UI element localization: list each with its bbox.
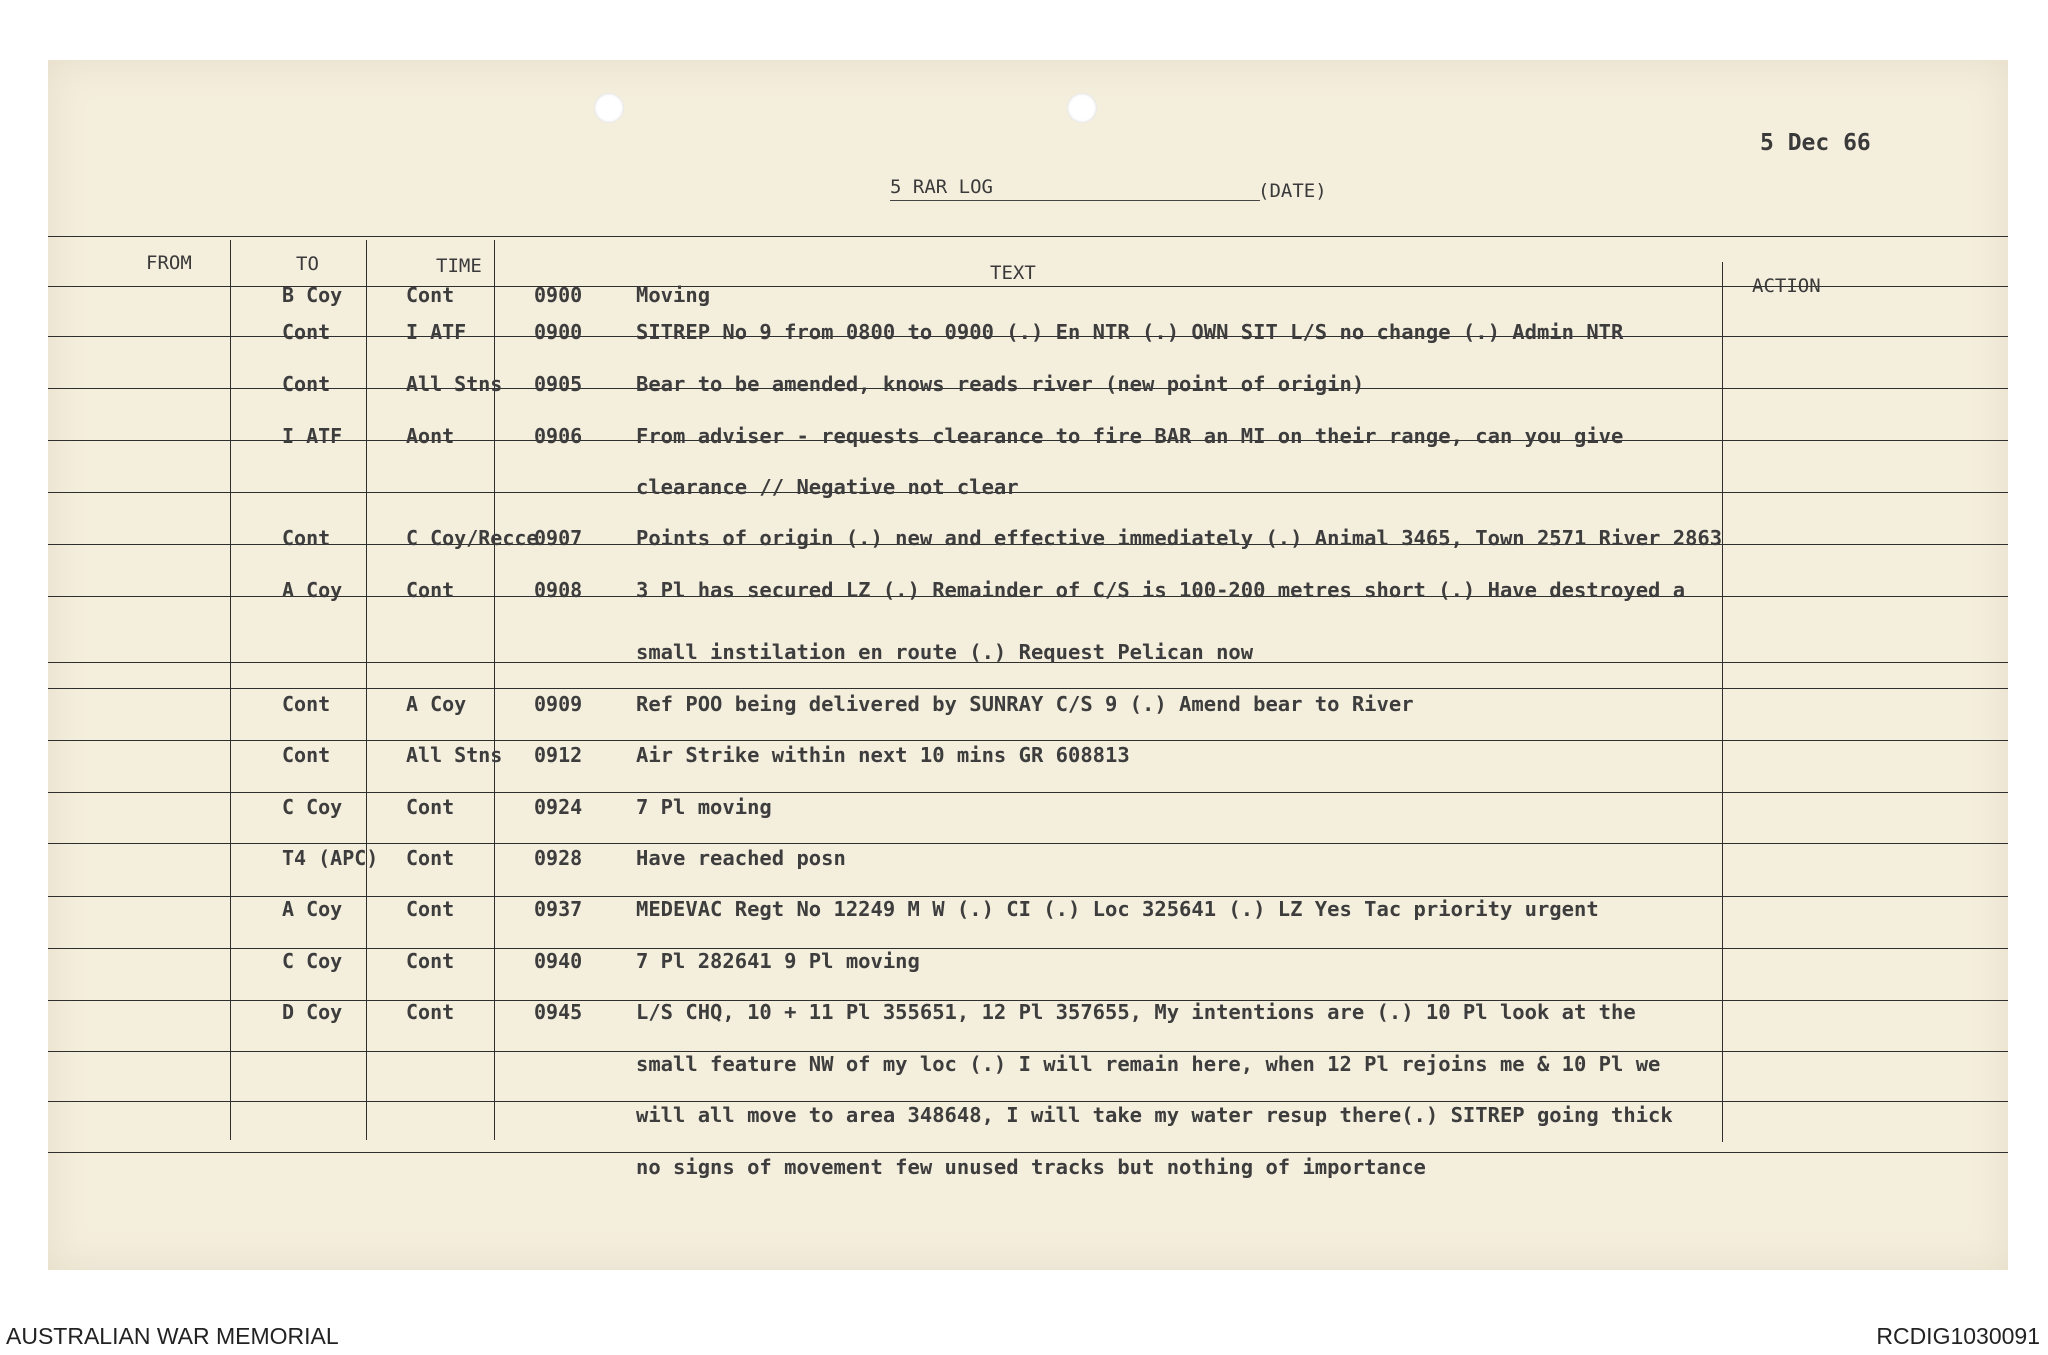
column-separator [366, 240, 367, 1140]
entry-to: All Stns [406, 743, 503, 767]
entry-to: Cont [406, 578, 455, 602]
ruled-line [48, 1152, 2008, 1153]
log-title-block [890, 176, 1330, 206]
entry-time: 0928 [534, 846, 583, 870]
entry-to: Aont [406, 424, 455, 448]
entry-from: Cont [282, 526, 331, 550]
ruled-line [48, 740, 2008, 741]
entry-text: 7 Pl 282641 9 Pl moving [636, 949, 920, 973]
entry-text: small feature NW of my loc (.) I will remain here, when 12 Pl rejoins me & 10 Pl we [636, 1052, 1661, 1076]
entry-time: 0907 [534, 526, 583, 550]
ruled-line [48, 843, 2008, 844]
entry-to: All Stns [406, 372, 503, 396]
entry-time: 0900 [534, 283, 583, 307]
entry-text: clearance // Negative not clear [636, 475, 1019, 499]
entry-to: Cont [406, 949, 455, 973]
entry-from: Cont [282, 320, 331, 344]
entry-to: I ATF [406, 320, 467, 344]
entry-text: will all move to area 348648, I will take my water resup there(.) SITREP going thick [636, 1103, 1673, 1127]
ruled-line [48, 792, 2008, 793]
entry-to: Cont [406, 1000, 455, 1024]
entry-from: I ATF [282, 424, 343, 448]
column-header-text: TEXT [990, 262, 1036, 284]
entry-time: 0912 [534, 743, 583, 767]
entry-from: Cont [282, 372, 331, 396]
column-header-time: TIME [436, 255, 482, 277]
column-header-from: FROM [146, 252, 192, 274]
entry-time: 0906 [534, 424, 583, 448]
entry-to: C Coy/Recce [406, 526, 539, 550]
entry-time: 0908 [534, 578, 583, 602]
entry-time: 0924 [534, 795, 583, 819]
entry-to: A Coy [406, 692, 467, 716]
footer-reference: RCDIG1030091 [1876, 1323, 2040, 1349]
log-title: 5 RAR LOG [890, 176, 993, 198]
punch-hole [1067, 93, 1097, 123]
entry-from: D Coy [282, 1000, 343, 1024]
entry-time: 0909 [534, 692, 583, 716]
column-header-action: ACTION [1752, 275, 1821, 297]
ruled-line [48, 688, 2008, 689]
entry-from: C Coy [282, 795, 343, 819]
date-label: (DATE) [1258, 180, 1327, 202]
entry-from: A Coy [282, 578, 343, 602]
entry-text: Bear to be amended, knows reads river (new point of origin) [636, 372, 1365, 396]
entry-from: Cont [282, 692, 331, 716]
entry-text: 3 Pl has secured LZ (.) Remainder of C/S is 100-200 metres short (.) Have destroyed a [636, 578, 1686, 602]
entry-time: 0900 [534, 320, 583, 344]
entry-text: MEDEVAC Regt No 12249 M W (.) CI (.) Loc 325641 (.) LZ Yes Tac priority urgent [636, 897, 1599, 921]
entry-to: Cont [406, 846, 455, 870]
entry-from: C Coy [282, 949, 343, 973]
entry-text: no signs of movement few unused tracks but nothing of importance [636, 1155, 1426, 1179]
punch-hole [594, 93, 624, 123]
log-sheet [48, 60, 2008, 1270]
ruled-line [48, 1101, 2008, 1102]
entry-text: Air Strike within next 10 mins GR 608813 [636, 743, 1130, 767]
entry-time: 0945 [534, 1000, 583, 1024]
title-underline [890, 200, 1260, 201]
entry-text: Points of origin (.) new and effective immediately (.) Animal 3465, Town 2571 River 2863 [636, 526, 1723, 550]
entry-to: Cont [406, 283, 455, 307]
entry-text: SITREP No 9 from 0800 to 0900 (.) En NTR (.) OWN SIT L/S no change (.) Admin NTR [636, 320, 1624, 344]
entry-text: Moving [636, 283, 711, 307]
entry-text: 7 Pl moving [636, 795, 772, 819]
log-date: 5 Dec 66 [1760, 130, 1871, 156]
ruled-line [48, 236, 2008, 237]
entry-from: T4 (APC) [282, 846, 379, 870]
entry-text: small instilation en route (.) Request Pelican now [636, 640, 1254, 664]
footer-institution: AUSTRALIAN WAR MEMORIAL [6, 1323, 339, 1349]
entry-from: A Coy [282, 897, 343, 921]
entry-from: B Coy [282, 283, 343, 307]
entry-text: Have reached posn [636, 846, 846, 870]
entry-time: 0940 [534, 949, 583, 973]
column-separator [230, 240, 231, 1140]
column-separator [1722, 262, 1723, 1142]
entry-text: L/S CHQ, 10 + 11 Pl 355651, 12 Pl 357655, My intentions are (.) 10 Pl look at the [636, 1000, 1636, 1024]
ruled-line [48, 492, 2008, 493]
entry-text: From adviser - requests clearance to fire BAR an MI on their range, can you give [636, 424, 1624, 448]
entry-from: Cont [282, 743, 331, 767]
entry-time: 0905 [534, 372, 583, 396]
column-header-to: TO [296, 253, 319, 275]
entry-time: 0937 [534, 897, 583, 921]
entry-to: Cont [406, 897, 455, 921]
entry-text: Ref POO being delivered by SUNRAY C/S 9 (.) Amend bear to River [636, 692, 1414, 716]
entry-to: Cont [406, 795, 455, 819]
